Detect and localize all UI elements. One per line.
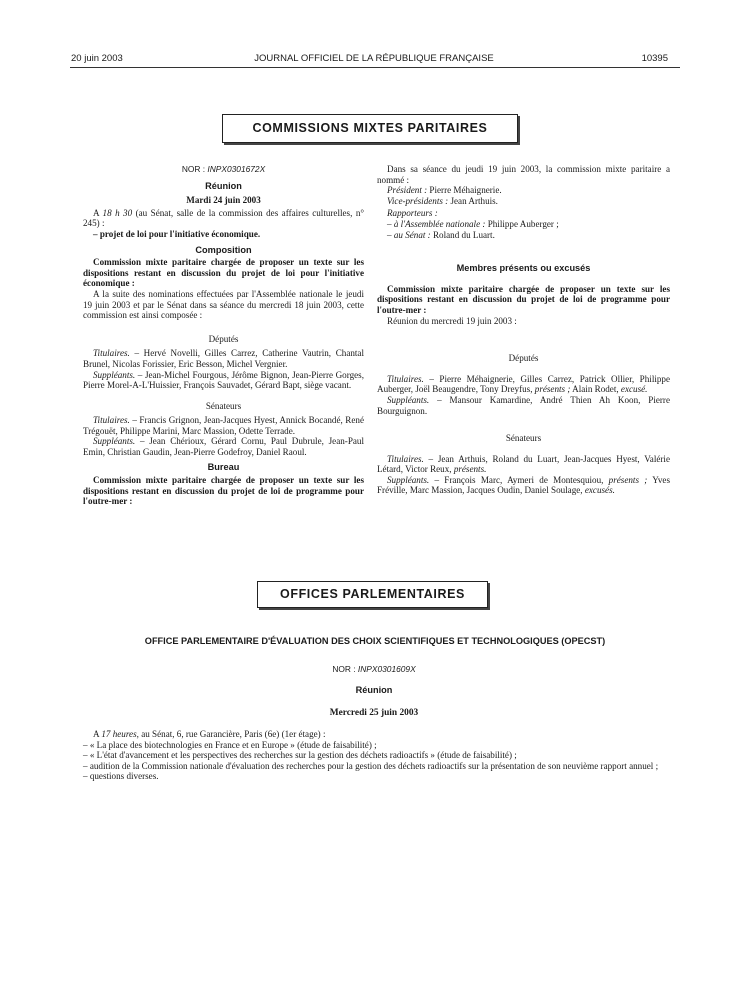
membres-heading: Membres présents ou excusés <box>456 263 591 274</box>
senateurs-heading: Sénateurs <box>205 400 242 411</box>
composition-heading: Composition <box>195 244 252 255</box>
reunion-date-line: Réunion du mercredi 19 juin 2003 : <box>387 315 517 326</box>
op-agenda-list <box>83 740 673 782</box>
meeting-place: A 18 h 30 (au Sénat, salle de la commission des affaires culturelles, n° 245) : <box>83 207 364 229</box>
meeting-date: Mardi 24 juin 2003 <box>186 195 261 206</box>
agenda-item: – projet de loi pour l'initiative économique. <box>93 228 261 239</box>
header-date: 20 juin 2003 <box>71 53 123 64</box>
rapporteur-assemblee: – à l'Assemblée nationale : Philippe Auberger ; <box>387 218 559 229</box>
reunion-heading: Réunion <box>205 180 242 191</box>
right-senateurs-titulaires: Titulaires. – Jean Arthuis, Roland du Luart, Jean-Jacques Hyest, Valérie Létard, Victor Reux, présents. <box>377 453 670 475</box>
list-item: – questions diverses. <box>83 771 159 782</box>
office-heading: OFFICE PARLEMENTAIRE D'ÉVALUATION DES CHOIX SCIENTIFIQUES ET TECHNOLOGIQUES (OPECST) <box>144 636 606 646</box>
president-line: Président : Pierre Méhaignerie. <box>387 185 502 196</box>
list-item: – audition de la Commission nationale d'évaluation des recherches pour la gestion des déchets radioactifs sur la présentation de son neuvième rapport annuel ; <box>83 760 659 771</box>
section-title-offices: OFFICES PARLEMENTAIRES <box>257 581 488 608</box>
right-deputes-heading: Députés <box>508 353 539 364</box>
bureau-commission-title: Commission mixte paritaire chargée de proposer un texte sur les dispositions restant en discussion du projet de loi de programme pour l'outre-mer : <box>83 475 364 507</box>
op-meeting-date: Mercredi 25 juin 2003 <box>329 708 419 718</box>
deputes-suppleants: Suppléants. – Jean-Michel Fourgous, Jérôme Bignon, Jean-Pierre Gorges, Pierre Morel-A-L'Huissier, François Sauvadet, Gérard Bapt, siège vacant. <box>83 369 364 391</box>
rapporteur-senat: – au Sénat : Roland du Luart. <box>387 229 495 240</box>
header-rule <box>70 67 680 68</box>
deputes-titulaires: Titulaires. – Hervé Novelli, Gilles Carrez, Catherine Vautrin, Chantal Brunel, Nicolas Forissier, Eric Besson, Michel Vergnier. <box>83 348 364 369</box>
section-title-commissions: COMMISSIONS MIXTES PARITAIRES <box>222 114 518 143</box>
senateurs-titulaires: Titulaires. – Francis Grignon, Jean-Jacques Hyest, Annick Bocandé, René Trégouët, Philippe Marini, Marc Massion, Odette Terrade. <box>83 415 364 436</box>
right-senateurs-heading: Sénateurs <box>505 433 542 444</box>
op-meeting-place: A 17 heures, au Sénat, 6, rue Garancière, Paris (6e) (1er étage) : <box>93 729 326 739</box>
membres-commission-title: Commission mixte paritaire chargée de proposer un texte sur les dispositions restant en discussion du projet de loi de programme pour l'outre-mer : <box>377 283 670 315</box>
op-agenda <box>83 729 673 782</box>
right-deputes-titulaires: Titulaires. – Pierre Méhaignerie, Gilles Carrez, Patrick Ollier, Philippe Auberger, Joël Beaugendre, Tony Dreyfus, présents ; Alain Rodet, excusé. <box>377 373 670 395</box>
deputes-heading: Députés <box>208 333 239 344</box>
bureau-heading: Bureau <box>207 461 240 472</box>
nor-reference: NOR : INPX0301672X <box>181 164 266 174</box>
list-item: – « La place des biotechnologies en France et en Europe » (étude de faisabilité) ; <box>83 739 377 750</box>
rapporteurs-label: Rapporteurs : <box>387 208 438 219</box>
senateurs-suppleants: Suppléants. – Jean Chérioux, Gérard Cornu, Paul Dubrule, Jean-Paul Emin, Christian Gaudin, Jean-Pierre Godefroy, Daniel Raoul. <box>83 436 364 458</box>
cmp-left-column <box>83 164 364 507</box>
header-page-number: 10395 <box>641 53 668 64</box>
op-nor-reference: NOR : INPX0301609X <box>332 664 416 674</box>
nominations-text: A la suite des nominations effectuées par l'Assemblée nationale le jeudi 19 juin 2003 et par le Sénat dans sa séance du mercredi 18 juin 2003, cette commission est ainsi composée : <box>83 288 364 321</box>
header-journal: JOURNAL OFFICIEL DE LA RÉPUBLIQUE FRANÇAISE <box>254 53 494 64</box>
right-senateurs-suppleants: Suppléants. – François Marc, Aymeri de Montesquiou, présents ; Yves Fréville, Marc Massion, Jacques Oudin, Daniel Soulage, excusés. <box>377 474 670 496</box>
commission-title: Commission mixte paritaire chargée de proposer un texte sur les dispositions restant en discussion du projet de loi pour l'initiative économique : <box>83 257 364 289</box>
op-reunion-heading: Réunion <box>355 685 393 695</box>
list-item: – « L'état d'avancement et les perspectives des recherches sur la gestion des déchets radioactifs » (étude de faisabilité) ; <box>83 750 517 761</box>
seance-text: Dans sa séance du jeudi 19 juin 2003, la commission mixte paritaire a nommé : <box>377 164 670 185</box>
vice-president-line: Vice-présidents : Jean Arthuis. <box>387 195 498 206</box>
right-deputes-suppleants: Suppléants. – Mansour Kamardine, André Thien Ah Koon, Pierre Bourguignon. <box>377 394 670 416</box>
cmp-right-column <box>377 164 670 496</box>
